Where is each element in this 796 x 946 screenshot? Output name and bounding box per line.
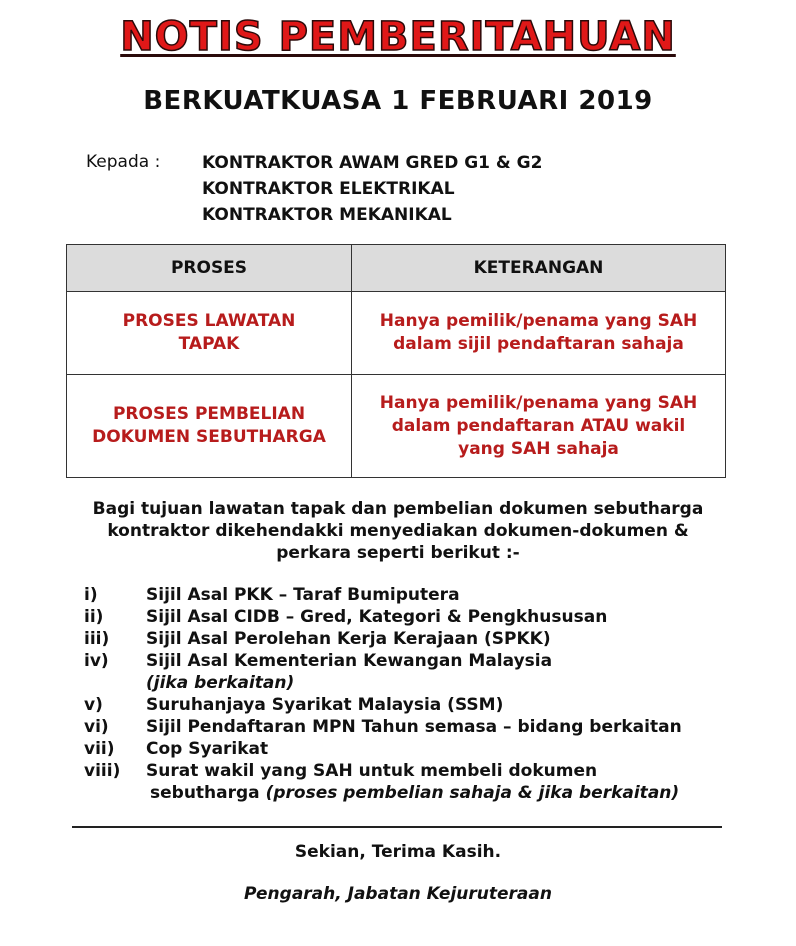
item-number: v) <box>84 695 103 715</box>
item-text: Sijil Asal PKK – Taraf Bumiputera <box>146 585 460 605</box>
item-number: viii) <box>84 761 121 781</box>
item-text: Sijil Asal Perolehan Kerja Kerajaan (SPKK) <box>146 629 551 649</box>
item-note: (jika berkaitan) <box>146 673 295 693</box>
item-text: Surat wakil yang SAH untuk membeli dokumen <box>146 761 598 781</box>
item-continuation-line <box>150 782 679 804</box>
notice-title: NOTIS PEMBERITAHUAN <box>120 14 676 60</box>
table-row <box>67 292 726 375</box>
column-header-keterangan: KETERANGAN <box>352 245 726 292</box>
recipient-item: KONTRAKTOR ELEKTRIKAL <box>202 179 455 199</box>
item-text: Sijil Asal CIDB – Gred, Kategori & Pengkhususan <box>146 607 608 627</box>
item-text: Suruhanjaya Syarikat Malaysia (SSM) <box>146 695 504 715</box>
effective-date-heading: BERKUATKUASA 1 FEBRUARI 2019 <box>143 86 653 116</box>
recipient-label: Kepada : <box>86 152 161 172</box>
cell-line: DOKUMEN SEBUTHARGA <box>92 427 326 447</box>
cell-line: dalam sijil pendaftaran sahaja <box>393 334 684 354</box>
item-text: Sijil Pendaftaran MPN Tahun semasa – bidang berkaitan <box>146 717 682 737</box>
item-number: ii) <box>84 607 104 627</box>
process-cell <box>67 375 352 478</box>
item-note: (proses pembelian sahaja & jika berkaitan) <box>265 783 680 803</box>
description-cell <box>352 292 726 375</box>
table-header-row <box>67 245 726 292</box>
cell-line: dalam pendaftaran ATAU wakil <box>391 415 686 436</box>
cell-line: Hanya pemilik/penama yang SAH <box>379 311 698 331</box>
item-number: vii) <box>84 739 115 759</box>
recipient-item: KONTRAKTOR AWAM GRED G1 & G2 <box>202 153 543 173</box>
table-row <box>67 375 726 478</box>
cell-line: PROSES LAWATAN <box>122 311 296 331</box>
divider <box>72 826 722 828</box>
item-text: Sijil Asal Kementerian Kewangan Malaysia <box>146 651 553 671</box>
paragraph-line: perkara seperti berikut :- <box>276 543 520 563</box>
recipient-list <box>202 150 542 228</box>
description-cell <box>352 375 726 478</box>
paragraph-line: Bagi tujuan lawatan tapak dan pembelian dokumen sebutharga <box>92 499 704 519</box>
item-number: vi) <box>84 717 109 737</box>
closing-text: Sekian, Terima Kasih. <box>294 842 502 862</box>
signature-text: Pengarah, Jabatan Kejuruteraan <box>244 884 552 904</box>
cell-line: Hanya pemilik/penama yang SAH <box>379 392 698 413</box>
recipient-item: KONTRAKTOR MEKANIKAL <box>202 205 452 225</box>
cell-line: PROSES PEMBELIAN <box>112 404 306 424</box>
item-number: i) <box>84 585 98 605</box>
cell-line: TAPAK <box>178 334 240 354</box>
item-number: iv) <box>84 651 109 671</box>
item-text: sebutharga <box>150 783 260 803</box>
intro-paragraph <box>60 498 736 564</box>
item-text: Cop Syarikat <box>146 739 269 759</box>
process-cell <box>67 292 352 375</box>
cell-line: yang SAH sahaja <box>458 438 619 459</box>
paragraph-line: kontraktor dikehendakki menyediakan dokumen-dokumen & <box>107 521 689 541</box>
process-table <box>66 244 726 478</box>
item-number: iii) <box>84 629 110 649</box>
column-header-proses: PROSES <box>67 245 352 292</box>
